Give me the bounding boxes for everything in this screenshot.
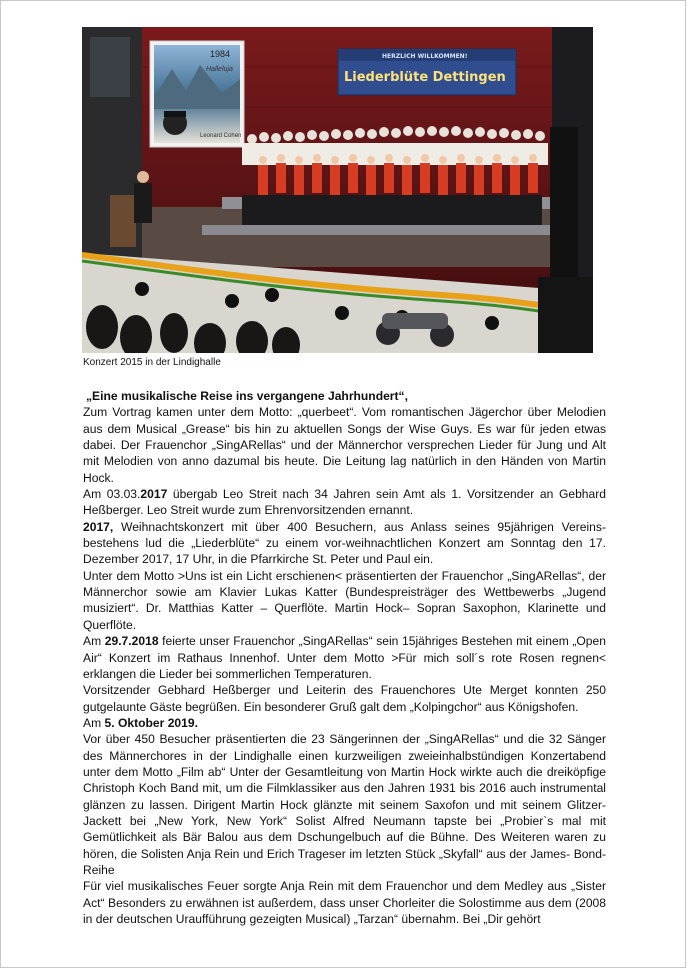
paragraph-8: Vor über 450 Besucher präsentierten die 23 Sängerinnen der „SingARellas“ und die 32 Sänger des Männerchores in der Lindighalle einen kurzweiligen zweieinhalbstündigen Konzertabend unter dem Motto „Film ab“ Unter der Gesamtleitung von Martin Hock wirkte auch die dreiköpfige Christoph Koch Band mit, um die Filmklassiker aus den Jahren 1931 bis 2016 auch instrumental glänzen zu lassen. Dirigent Martin Hock glänzte mit seinem Saxofon und mit seinem Glitzer-Jackett bei „New York, New York“ Solist Alfred Neumann tapste bei „Probier`s mal mit Gemütlichkeit als Bär Balou aus dem Dschungelbuch auf die Bühne. Des Weiteren waren zu hören, die Solisten Anja Rein und Erich Trageser im letzten Stück „Skyfall“ aus der James- Bond-Reihe bbox=[83, 732, 606, 877]
screen-artist: Leonard Cohen bbox=[200, 133, 242, 139]
p7-date-bold: 5. Oktober 2019. bbox=[104, 715, 198, 730]
paragraph-9: Für viel musikalisches Feuer sorgte Anja Rein mit dem Frauenchor und dem Medley aus „Sister Act“ Besonders zu erwähnen ist außerdem, dass unser Chorleiter die Solostimme aus dem (2008 in der deutschen Uraufführung gezeigten Musical) „Tarzan“ übernahm. Bei „Dir gehört bbox=[83, 879, 606, 926]
banner-welcome: HERZLICH WILLKOMMEN! bbox=[382, 53, 468, 60]
p3-year-bold: 2017, bbox=[83, 519, 114, 534]
p5-text-a: Am bbox=[83, 634, 105, 649]
paragraph-7 bbox=[83, 715, 606, 731]
article-body bbox=[83, 388, 606, 927]
paragraph-6: Vorsitzender Gebhard Heßberger und Leiterin des Frauenchores Ute Merget konnten 250 gutgelaunte Gäste begrüßen. Ein besonderer Gruß galt dem „Kolpingchor“ aus Königshofen. bbox=[83, 683, 606, 714]
p3-text-b: Weihnachtskonzert mit über 400 Besuchern, aus Anlass seines 95jährigen Vereins-bestehens lud die „Liederblüte“ zu einem vor-weihnachtlichen Konzert am Sonntag den 17. Dezember 2017, 17 Uhr, in die Pfarrkirche St. Peter und Paul ein. bbox=[83, 519, 606, 567]
p2-year-bold: 2017 bbox=[140, 487, 168, 502]
concert-photo bbox=[82, 27, 593, 353]
paragraph-5 bbox=[83, 633, 606, 682]
p5-date-bold: 29.7.2018 bbox=[104, 634, 159, 649]
paragraph-3 bbox=[83, 519, 606, 568]
p2-text-c: übergab Leo Streit nach 34 Jahren sein Amt als 1. Vorsitzender an Gebhard Heßberger. Leo Streit wurde zum Ehrenvorsitzenden ernannt. bbox=[83, 487, 607, 518]
projection-screen bbox=[150, 41, 244, 147]
event-banner bbox=[338, 49, 516, 95]
screen-song: Halleluja bbox=[206, 66, 233, 73]
p7-text-a: Am bbox=[83, 715, 105, 730]
banner-title: Liederblüte Dettingen bbox=[344, 70, 506, 85]
photo-caption: Konzert 2015 in der Lindighalle bbox=[83, 357, 221, 368]
paragraph-1: Zum Vortrag kamen unter dem Motto: „querbeet“. Vom romantischen Jägerchor über Melodien aus dem Musical „Grease“ bis hin zu aktuellen Songs der Wise Guys. Es war für jeden etwas dabei. Der Frauenchor „SingARellas“ und der Männerchor versprechen Lieder für Jung und Alt mit Melodien von anno dazumal bis heute. Die Leitung lag natürlich in den Händen von Martin Hock. bbox=[83, 405, 606, 485]
screen-year: 1984 bbox=[210, 49, 231, 59]
p5-text-c: feierte unser Frauenchor „SingARellas“ sein 15jähriges Bestehen mit einem „Open Air“ Konzert im Rathaus Innenhof. Unter dem Motto >Für mich soll´s rote Rosen regnen< erklangen die Lieder bei sommerlichen Temperaturen. bbox=[83, 634, 606, 681]
p2-text-a: Am 03.03. bbox=[83, 487, 141, 502]
article-heading: „Eine musikalische Reise ins vergangene Jahrhundert“, bbox=[86, 389, 408, 403]
paragraph-2 bbox=[83, 486, 606, 519]
paragraph-4: Unter dem Motto >Uns ist ein Licht erschienen< präsentierten der Frauenchor „SingARellas“, der Männerchor sowie am Klavier Lukas Katter (Bundespreisträger des Wettbewerbs „Jugend musiziert“. Dr. Matthias Katter – Querflöte. Martin Hock– Sopran Saxophon, Klarinette und Querflöte. bbox=[83, 568, 606, 632]
